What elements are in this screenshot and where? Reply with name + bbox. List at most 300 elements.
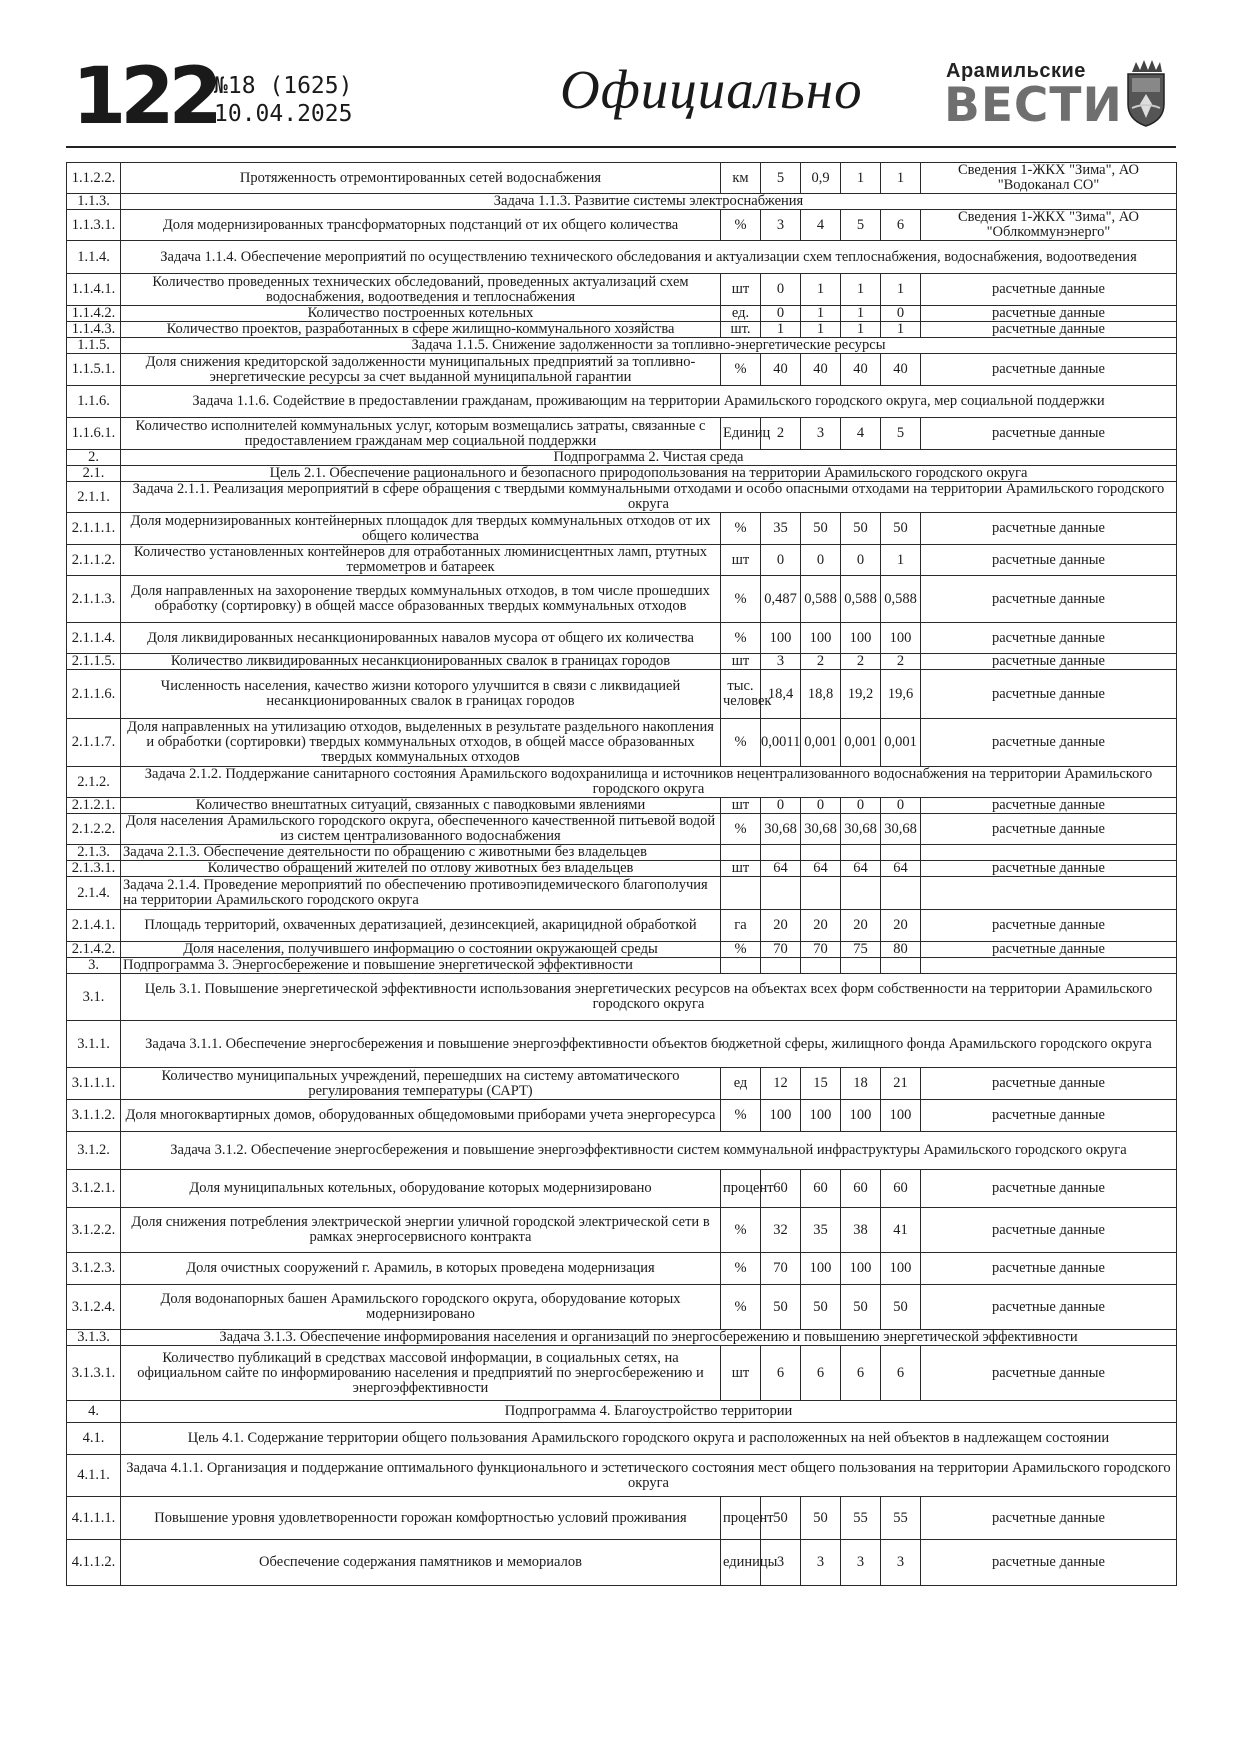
table-row <box>67 1285 1177 1330</box>
value-2026: 50 <box>801 1497 841 1540</box>
value-2027: 3 <box>841 1540 881 1586</box>
data-source: расчетные данные <box>921 306 1177 322</box>
value-2027: 64 <box>841 861 881 877</box>
value-2028: 80 <box>881 942 921 958</box>
value-2025: 0,0011 <box>761 719 801 767</box>
section-heading: Цель 4.1. Содержание территории общего пользования Арамильского городского округа и расположенных на ней объектов в надлежащем состоянии <box>121 1423 1177 1455</box>
value-2025: 100 <box>761 1100 801 1132</box>
unit: шт <box>721 545 761 576</box>
value-2027: 0,588 <box>841 576 881 623</box>
data-source: расчетные данные <box>921 1253 1177 1285</box>
table-row <box>67 1021 1177 1068</box>
value-2027: 75 <box>841 942 881 958</box>
row-number: 1.1.2.2. <box>67 163 121 194</box>
value-2026: 2 <box>801 654 841 670</box>
value-2026: 100 <box>801 1100 841 1132</box>
value-2028: 41 <box>881 1208 921 1253</box>
value-2026: 4 <box>801 210 841 241</box>
indicator-name: Количество проектов, разработанных в сфере жилищно-коммунального хозяйства <box>121 322 721 338</box>
table-row <box>67 1455 1177 1497</box>
indicator-name: Доля модернизированных трансформаторных подстанций от их общего количества <box>121 210 721 241</box>
table-row <box>67 861 1177 877</box>
unit: % <box>721 1208 761 1253</box>
unit: % <box>721 210 761 241</box>
value-2027: 40 <box>841 354 881 386</box>
value-2025: 12 <box>761 1068 801 1100</box>
data-source: Сведения 1-ЖКХ "Зима", АО "Облкоммунэнерго" <box>921 210 1177 241</box>
value-2026: 18,8 <box>801 670 841 719</box>
row-number: 2.1.1. <box>67 482 121 513</box>
empty-cell <box>841 845 881 861</box>
indicator-name: Доля направленных на захоронение твердых коммунальных отходов, в том числе прошедших обработку (сортировку) в общей массе образованных твердых коммунальных отходов <box>121 576 721 623</box>
value-2026: 3 <box>801 418 841 450</box>
value-2026: 40 <box>801 354 841 386</box>
data-source: расчетные данные <box>921 576 1177 623</box>
unit: шт. <box>721 322 761 338</box>
data-source: Сведения 1-ЖКХ "Зима", АО "Водоканал СО" <box>921 163 1177 194</box>
value-2026: 60 <box>801 1170 841 1208</box>
value-2026: 1 <box>801 306 841 322</box>
indicator-name: Доля снижения потребления электрической энергии уличной городской электрической сети в рамках энергосервисного контракта <box>121 1208 721 1253</box>
value-2025: 5 <box>761 163 801 194</box>
table-row <box>67 1068 1177 1100</box>
value-2028: 30,68 <box>881 814 921 845</box>
table-row <box>67 338 1177 354</box>
row-number: 3.1.1.1. <box>67 1068 121 1100</box>
value-2028: 0,588 <box>881 576 921 623</box>
empty-cell <box>761 845 801 861</box>
value-2026: 50 <box>801 1285 841 1330</box>
unit: ед. <box>721 306 761 322</box>
table-row <box>67 958 1177 974</box>
indicator-name: Количество установленных контейнеров для отработанных люминисцентных ламп, ртутных термометров и батареек <box>121 545 721 576</box>
value-2028: 6 <box>881 210 921 241</box>
city-crest-icon <box>1122 58 1170 128</box>
data-source: расчетные данные <box>921 798 1177 814</box>
issue-info <box>214 72 352 128</box>
table-row <box>67 163 1177 194</box>
row-number: 2.1.1.2. <box>67 545 121 576</box>
indicator-name: Обеспечение содержания памятников и мемориалов <box>121 1540 721 1586</box>
row-number: 2.1.1.3. <box>67 576 121 623</box>
row-number: 2.1.1.4. <box>67 623 121 654</box>
unit: шт <box>721 798 761 814</box>
section-heading: Задача 2.1.2. Поддержание санитарного состояния Арамильского водохранилища и источников нецентрализованного водоснабжения на территории Арамильского городского округа <box>121 767 1177 798</box>
table-row <box>67 386 1177 418</box>
issue-number: №18 (1625) <box>214 73 353 99</box>
value-2026: 15 <box>801 1068 841 1100</box>
value-2027: 30,68 <box>841 814 881 845</box>
unit: процент <box>721 1170 761 1208</box>
table-row <box>67 910 1177 942</box>
indicator-name: Численность населения, качество жизни которого улучшится в связи с ликвидацией несанкционированных свалок в границах городов <box>121 670 721 719</box>
table-row <box>67 814 1177 845</box>
table-row <box>67 1330 1177 1346</box>
value-2027: 100 <box>841 1100 881 1132</box>
table-row <box>67 942 1177 958</box>
row-number: 2.1.4. <box>67 877 121 910</box>
value-2028: 3 <box>881 1540 921 1586</box>
row-number: 3.1.2.1. <box>67 1170 121 1208</box>
row-number: 3.1. <box>67 974 121 1021</box>
section-title: Официально <box>560 59 863 120</box>
data-source: расчетные данные <box>921 1346 1177 1401</box>
table-row <box>67 767 1177 798</box>
data-source: расчетные данные <box>921 274 1177 306</box>
row-number: 3.1.2.2. <box>67 1208 121 1253</box>
value-2026: 64 <box>801 861 841 877</box>
value-2026: 50 <box>801 513 841 545</box>
table-row <box>67 654 1177 670</box>
value-2025: 40 <box>761 354 801 386</box>
table-row <box>67 194 1177 210</box>
value-2025: 1 <box>761 322 801 338</box>
indicator-name: Доля модернизированных контейнерных площадок для твердых коммунальных отходов от их общего количества <box>121 513 721 545</box>
data-source: расчетные данные <box>921 1285 1177 1330</box>
unit: % <box>721 942 761 958</box>
indicator-name: Количество обращений жителей по отлову животных без владельцев <box>121 861 721 877</box>
table-row <box>67 719 1177 767</box>
row-number: 2.1.3.1. <box>67 861 121 877</box>
value-2028: 1 <box>881 322 921 338</box>
row-number: 4. <box>67 1401 121 1423</box>
data-source: расчетные данные <box>921 670 1177 719</box>
table-row <box>67 1540 1177 1586</box>
row-number: 3.1.3.1. <box>67 1346 121 1401</box>
table-row <box>67 1170 1177 1208</box>
table-row <box>67 274 1177 306</box>
value-2026: 0 <box>801 545 841 576</box>
table-row <box>67 513 1177 545</box>
unit: % <box>721 1100 761 1132</box>
table-row <box>67 241 1177 274</box>
row-number: 1.1.4.3. <box>67 322 121 338</box>
section-heading: Задача 2.1.3. Обеспечение деятельности по обращению с животными без владельцев <box>121 845 721 861</box>
value-2025: 64 <box>761 861 801 877</box>
value-2027: 2 <box>841 654 881 670</box>
value-2028: 40 <box>881 354 921 386</box>
value-2025: 6 <box>761 1346 801 1401</box>
value-2028: 19,6 <box>881 670 921 719</box>
empty-cell <box>761 958 801 974</box>
row-number: 3.1.2.3. <box>67 1253 121 1285</box>
value-2025: 100 <box>761 623 801 654</box>
indicator-name: Доля очистных сооружений г. Арамиль, в которых проведена модернизация <box>121 1253 721 1285</box>
unit: % <box>721 513 761 545</box>
value-2025: 32 <box>761 1208 801 1253</box>
indicator-name: Площадь территорий, охваченных дератизацией, дезинсекцией, акарицидной обработкой <box>121 910 721 942</box>
value-2027: 0,001 <box>841 719 881 767</box>
value-2027: 4 <box>841 418 881 450</box>
value-2025: 18,4 <box>761 670 801 719</box>
empty-cell <box>881 877 921 910</box>
section-heading: Задача 3.1.1. Обеспечение энергосбережения и повышение энергоэффективности объектов бюджетной сферы, жилищного фонда Арамильского городского округа <box>121 1021 1177 1068</box>
value-2028: 1 <box>881 163 921 194</box>
table-row <box>67 466 1177 482</box>
value-2027: 55 <box>841 1497 881 1540</box>
empty-cell <box>801 845 841 861</box>
value-2028: 6 <box>881 1346 921 1401</box>
row-number: 3.1.3. <box>67 1330 121 1346</box>
value-2028: 21 <box>881 1068 921 1100</box>
empty-cell <box>921 958 1177 974</box>
unit: шт <box>721 861 761 877</box>
row-number: 2.1.1.6. <box>67 670 121 719</box>
data-source: расчетные данные <box>921 623 1177 654</box>
row-number: 2.1.2.2. <box>67 814 121 845</box>
value-2027: 1 <box>841 322 881 338</box>
row-number: 3.1.1.2. <box>67 1100 121 1132</box>
data-source: расчетные данные <box>921 545 1177 576</box>
value-2027: 100 <box>841 623 881 654</box>
value-2028: 0 <box>881 798 921 814</box>
value-2025: 2 <box>761 418 801 450</box>
value-2027: 6 <box>841 1346 881 1401</box>
value-2028: 20 <box>881 910 921 942</box>
value-2025: 0 <box>761 798 801 814</box>
value-2025: 35 <box>761 513 801 545</box>
table-row <box>67 576 1177 623</box>
unit: % <box>721 576 761 623</box>
table-row <box>67 482 1177 513</box>
indicator-name: Доля муниципальных котельных, оборудование которых модернизировано <box>121 1170 721 1208</box>
indicator-name: Доля многоквартирных домов, оборудованных общедомовыми приборами учета энергоресурса <box>121 1100 721 1132</box>
unit: тыс. человек <box>721 670 761 719</box>
value-2025: 70 <box>761 1253 801 1285</box>
row-number: 2.1.3. <box>67 845 121 861</box>
table-row <box>67 418 1177 450</box>
table-row <box>67 974 1177 1021</box>
indicator-name: Доля водонапорных башен Арамильского городского округа, оборудование которых модернизировано <box>121 1285 721 1330</box>
value-2026: 20 <box>801 910 841 942</box>
value-2026: 35 <box>801 1208 841 1253</box>
value-2027: 50 <box>841 513 881 545</box>
value-2026: 100 <box>801 623 841 654</box>
unit: процент <box>721 1497 761 1540</box>
table-row <box>67 798 1177 814</box>
value-2026: 0,588 <box>801 576 841 623</box>
row-number: 1.1.5.1. <box>67 354 121 386</box>
empty-cell <box>921 877 1177 910</box>
unit: единицы <box>721 1540 761 1586</box>
data-source: расчетные данные <box>921 719 1177 767</box>
data-source: расчетные данные <box>921 513 1177 545</box>
section-heading: Подпрограмма 4. Благоустройство территории <box>121 1401 1177 1423</box>
table-row <box>67 877 1177 910</box>
value-2025: 20 <box>761 910 801 942</box>
value-2026: 30,68 <box>801 814 841 845</box>
indicator-name: Повышение уровня удовлетворенности горожан комфортностью условий проживания <box>121 1497 721 1540</box>
value-2027: 18 <box>841 1068 881 1100</box>
empty-cell <box>721 845 761 861</box>
row-number: 2.1.2.1. <box>67 798 121 814</box>
data-source: расчетные данные <box>921 910 1177 942</box>
table-row <box>67 1497 1177 1540</box>
value-2028: 100 <box>881 1253 921 1285</box>
row-number: 1.1.4.2. <box>67 306 121 322</box>
value-2028: 5 <box>881 418 921 450</box>
table-row <box>67 545 1177 576</box>
value-2025: 0 <box>761 545 801 576</box>
data-source: расчетные данные <box>921 1170 1177 1208</box>
unit: % <box>721 354 761 386</box>
row-number: 2.1.2. <box>67 767 121 798</box>
value-2028: 60 <box>881 1170 921 1208</box>
row-number: 2. <box>67 450 121 466</box>
value-2027: 50 <box>841 1285 881 1330</box>
value-2026: 1 <box>801 274 841 306</box>
indicator-name: Протяженность отремонтированных сетей водоснабжения <box>121 163 721 194</box>
value-2027: 100 <box>841 1253 881 1285</box>
value-2027: 20 <box>841 910 881 942</box>
value-2026: 1 <box>801 322 841 338</box>
section-heading: Задача 1.1.3. Развитие системы электроснабжения <box>121 194 1177 210</box>
value-2027: 38 <box>841 1208 881 1253</box>
data-source: расчетные данные <box>921 1497 1177 1540</box>
value-2025: 3 <box>761 654 801 670</box>
value-2027: 1 <box>841 163 881 194</box>
value-2025: 0 <box>761 306 801 322</box>
indicator-name: Количество муниципальных учреждений, перешедших на систему автоматического регулирования температуры (САРТ) <box>121 1068 721 1100</box>
section-heading: Подпрограмма 2. Чистая среда <box>121 450 1177 466</box>
table-row <box>67 1100 1177 1132</box>
page-header <box>66 50 1176 148</box>
row-number: 1.1.5. <box>67 338 121 354</box>
value-2026: 0,001 <box>801 719 841 767</box>
table-row <box>67 306 1177 322</box>
value-2026: 3 <box>801 1540 841 1586</box>
indicator-name: Доля населения Арамильского городского округа, обеспеченного качественной питьевой водой из систем централизованного водоснабжения <box>121 814 721 845</box>
data-source: расчетные данные <box>921 861 1177 877</box>
data-source: расчетные данные <box>921 1208 1177 1253</box>
row-number: 1.1.3.1. <box>67 210 121 241</box>
empty-cell <box>881 845 921 861</box>
table-row <box>67 1132 1177 1170</box>
value-2028: 64 <box>881 861 921 877</box>
value-2027: 19,2 <box>841 670 881 719</box>
value-2026: 0,9 <box>801 163 841 194</box>
row-number: 2.1.1.5. <box>67 654 121 670</box>
page-number: 122 <box>72 52 217 142</box>
table-row <box>67 1401 1177 1423</box>
section-heading: Задача 3.1.3. Обеспечение информирования населения и организаций по энергосбережению и повышению энергетической эффективности <box>121 1330 1177 1346</box>
value-2025: 0,487 <box>761 576 801 623</box>
empty-cell <box>721 958 761 974</box>
value-2027: 1 <box>841 274 881 306</box>
row-number: 2.1.4.1. <box>67 910 121 942</box>
indicator-name: Доля направленных на утилизацию отходов, выделенных в результате раздельного накопления и обработки (сортировки) твердых коммунальных отходов, в общей массе образованных твердых коммунальных отходов <box>121 719 721 767</box>
value-2026: 70 <box>801 942 841 958</box>
section-heading: Задача 4.1.1. Организация и поддержание оптимального функционального и эстетического состояния мест общего пользования на территории Арамильского городского округа <box>121 1455 1177 1497</box>
indicator-name: Количество проведенных технических обследований, проведенных актуализаций схем водоснабжения, водоотведения и теплоснабжения <box>121 274 721 306</box>
logo-main-text: ВЕСТИ <box>944 78 1123 133</box>
indicator-name: Количество построенных котельных <box>121 306 721 322</box>
indicator-name: Количество исполнителей коммунальных услуг, которым возмещались затраты, связанные с предоставлением гражданам мер социальной поддержки <box>121 418 721 450</box>
table-row <box>67 1346 1177 1401</box>
table-row <box>67 322 1177 338</box>
data-source: расчетные данные <box>921 322 1177 338</box>
value-2028: 2 <box>881 654 921 670</box>
value-2027: 0 <box>841 798 881 814</box>
value-2025: 70 <box>761 942 801 958</box>
row-number: 4.1.1. <box>67 1455 121 1497</box>
empty-cell <box>801 958 841 974</box>
value-2028: 55 <box>881 1497 921 1540</box>
value-2028: 1 <box>881 274 921 306</box>
row-number: 1.1.4.1. <box>67 274 121 306</box>
row-number: 1.1.6.1. <box>67 418 121 450</box>
indicator-name: Количество ликвидированных несанкционированных свалок в границах городов <box>121 654 721 670</box>
row-number: 3.1.1. <box>67 1021 121 1068</box>
empty-cell <box>721 877 761 910</box>
row-number: 3. <box>67 958 121 974</box>
value-2027: 5 <box>841 210 881 241</box>
empty-cell <box>761 877 801 910</box>
indicator-name: Доля ликвидированных несанкционированных навалов мусора от общего их количества <box>121 623 721 654</box>
row-number: 4.1.1.1. <box>67 1497 121 1540</box>
unit: % <box>721 814 761 845</box>
indicator-name: Количество внештатных ситуаций, связанных с паводковыми явлениями <box>121 798 721 814</box>
row-number: 2.1.1.7. <box>67 719 121 767</box>
value-2025: 3 <box>761 1540 801 1586</box>
row-number: 2.1.1.1. <box>67 513 121 545</box>
section-heading: Цель 2.1. Обеспечение рационального и безопасного природопользования на территории Арамильского городского округа <box>121 466 1177 482</box>
table-row <box>67 1423 1177 1455</box>
indicators-table <box>66 162 1177 1586</box>
value-2025: 50 <box>761 1497 801 1540</box>
section-heading: Задача 3.1.2. Обеспечение энергосбережения и повышение энергоэффективности систем коммунальной инфраструктуры Арамильского городского округа <box>121 1132 1177 1170</box>
value-2027: 1 <box>841 306 881 322</box>
table-row <box>67 210 1177 241</box>
unit: Единиц <box>721 418 761 450</box>
section-heading: Подпрограмма 3. Энергосбережение и повышение энергетической эффективности <box>121 958 721 974</box>
section-heading: Задача 1.1.6. Содействие в предоставлении гражданам, проживающим на территории Арамильского городского округа, мер социальной поддержки <box>121 386 1177 418</box>
row-number: 2.1. <box>67 466 121 482</box>
value-2027: 0 <box>841 545 881 576</box>
table-row <box>67 1208 1177 1253</box>
unit: % <box>721 1285 761 1330</box>
row-number: 2.1.4.2. <box>67 942 121 958</box>
indicator-name: Количество публикаций в средствах массовой информации, в социальных сетях, на официальном сайте по информированию населения и предприятий по энергосбережению и энергоэффективности <box>121 1346 721 1401</box>
row-number: 4.1. <box>67 1423 121 1455</box>
data-source: расчетные данные <box>921 1100 1177 1132</box>
value-2025: 0 <box>761 274 801 306</box>
data-source: расчетные данные <box>921 814 1177 845</box>
indicator-name: Доля снижения кредиторской задолженности муниципальных предприятий за топливно-энергетические ресурсы за счет выданной муниципальной гарантии <box>121 354 721 386</box>
section-heading: Задача 2.1.4. Проведение мероприятий по обеспечению противоэпидемического благополучия на территории Арамильского городского округа <box>121 877 721 910</box>
data-source: расчетные данные <box>921 354 1177 386</box>
table-row <box>67 354 1177 386</box>
value-2027: 60 <box>841 1170 881 1208</box>
data-source: расчетные данные <box>921 1068 1177 1100</box>
data-source: расчетные данные <box>921 1540 1177 1586</box>
row-number: 4.1.1.2. <box>67 1540 121 1586</box>
section-heading: Задача 2.1.1. Реализация мероприятий в сфере обращения с твердыми коммунальными отходами и особо опасными отходами на территории Арамильского городского округа <box>121 482 1177 513</box>
data-source: расчетные данные <box>921 418 1177 450</box>
row-number: 1.1.3. <box>67 194 121 210</box>
empty-cell <box>921 845 1177 861</box>
unit: км <box>721 163 761 194</box>
unit: шт <box>721 274 761 306</box>
table-row <box>67 450 1177 466</box>
value-2028: 0 <box>881 306 921 322</box>
unit: % <box>721 719 761 767</box>
unit: ед <box>721 1068 761 1100</box>
value-2025: 3 <box>761 210 801 241</box>
row-number: 1.1.6. <box>67 386 121 418</box>
section-heading: Цель 3.1. Повышение энергетической эффективности использования энергетических ресурсов на объектах всех форм собственности на территории Арамильского городского округа <box>121 974 1177 1021</box>
value-2025: 60 <box>761 1170 801 1208</box>
